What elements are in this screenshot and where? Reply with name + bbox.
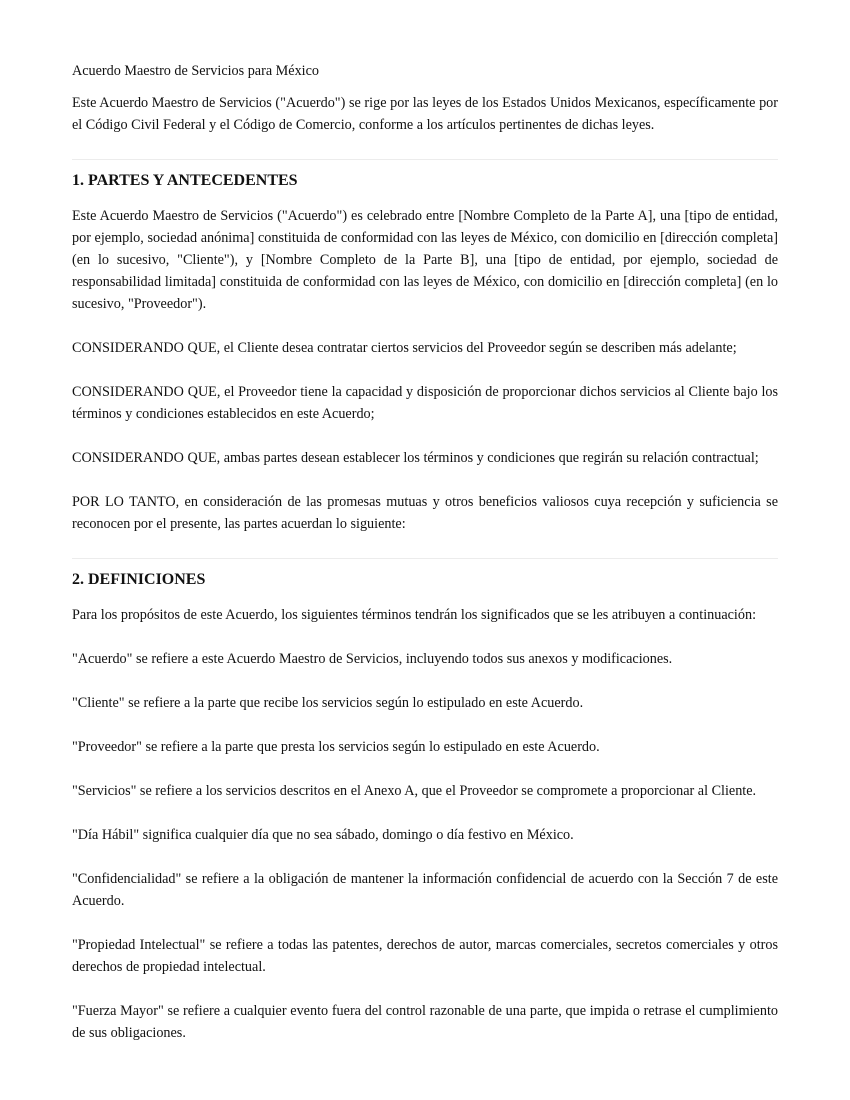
document-title: Acuerdo Maestro de Servicios para México: [72, 63, 320, 79]
section-heading-partes: 1. PARTES Y ANTECEDENTES: [72, 172, 298, 189]
definition-cliente: "Cliente" se refiere a la parte que recibe los servicios según lo estipulado en este Acuerdo.: [72, 695, 584, 711]
section-heading-definiciones: 2. DEFINICIONES: [72, 571, 206, 588]
paragraph: Para los propósitos de este Acuerdo, los siguientes términos tendrán los significados que se les atribuyen a continuación:: [72, 607, 757, 623]
paragraph: CONSIDERANDO QUE, el Proveedor tiene la capacidad y disposición de proporcionar dichos servicios al Cliente bajo los términos y condiciones establecidos en este Acuerdo;: [72, 384, 778, 422]
definition-confidencialidad: "Confidencialidad" se refiere a la obligación de mantener la información confidencial de acuerdo con la Sección 7 de este Acuerdo.: [72, 871, 778, 909]
definition-proveedor: "Proveedor" se refiere a la parte que presta los servicios según lo estipulado en este Acuerdo.: [72, 739, 600, 755]
definition-dia-habil: "Día Hábil" significa cualquier día que no sea sábado, domingo o día festivo en México.: [72, 827, 574, 843]
definition-acuerdo: "Acuerdo" se refiere a este Acuerdo Maestro de Servicios, incluyendo todos sus anexos y modificaciones.: [72, 651, 673, 667]
section-divider: [72, 159, 778, 160]
definition-servicios: "Servicios" se refiere a los servicios descritos en el Anexo A, que el Proveedor se compromete a proporcionar al Cliente.: [72, 783, 757, 799]
paragraph: Este Acuerdo Maestro de Servicios ("Acuerdo") es celebrado entre [Nombre Completo de la Parte A], una [tipo de entidad, por ejemplo, sociedad anónima] constituida de conformidad con las leyes de México, con domicilio en [dirección completa] (en lo sucesivo, "Cliente"), y [Nombre Completo de la Parte B], una [tipo de entidad, por ejemplo, sociedad de responsabilidad limitada] constituida de conformidad con las leyes de México, con domicilio en [dirección completa] (en lo sucesivo, "Proveedor").: [72, 208, 778, 312]
paragraph: CONSIDERANDO QUE, ambas partes desean establecer los términos y condiciones que regirán su relación contractual;: [72, 450, 759, 466]
definition-fuerza-mayor: "Fuerza Mayor" se refiere a cualquier evento fuera del control razonable de una parte, que impida o retrase el cumplimiento de sus obligaciones.: [72, 1003, 778, 1041]
paragraph: POR LO TANTO, en consideración de las promesas mutuas y otros beneficios valiosos cuya recepción y suficiencia se reconocen por el presente, las partes acuerdan lo siguiente:: [72, 494, 778, 532]
paragraph: CONSIDERANDO QUE, el Cliente desea contratar ciertos servicios del Proveedor según se describen más adelante;: [72, 340, 737, 356]
definition-propiedad-intelectual: "Propiedad Intelectual" se refiere a todas las patentes, derechos de autor, marcas comerciales, secretos comerciales y otros derechos de propiedad intelectual.: [72, 937, 778, 975]
document-page: [72, 60, 778, 1044]
section-divider: [72, 558, 778, 559]
intro-paragraph: Este Acuerdo Maestro de Servicios ("Acuerdo") se rige por las leyes de los Estados Unidos Mexicanos, específicamente por el Código Civil Federal y el Código de Comercio, conforme a los artículos pertinentes de dichas leyes.: [72, 95, 778, 133]
